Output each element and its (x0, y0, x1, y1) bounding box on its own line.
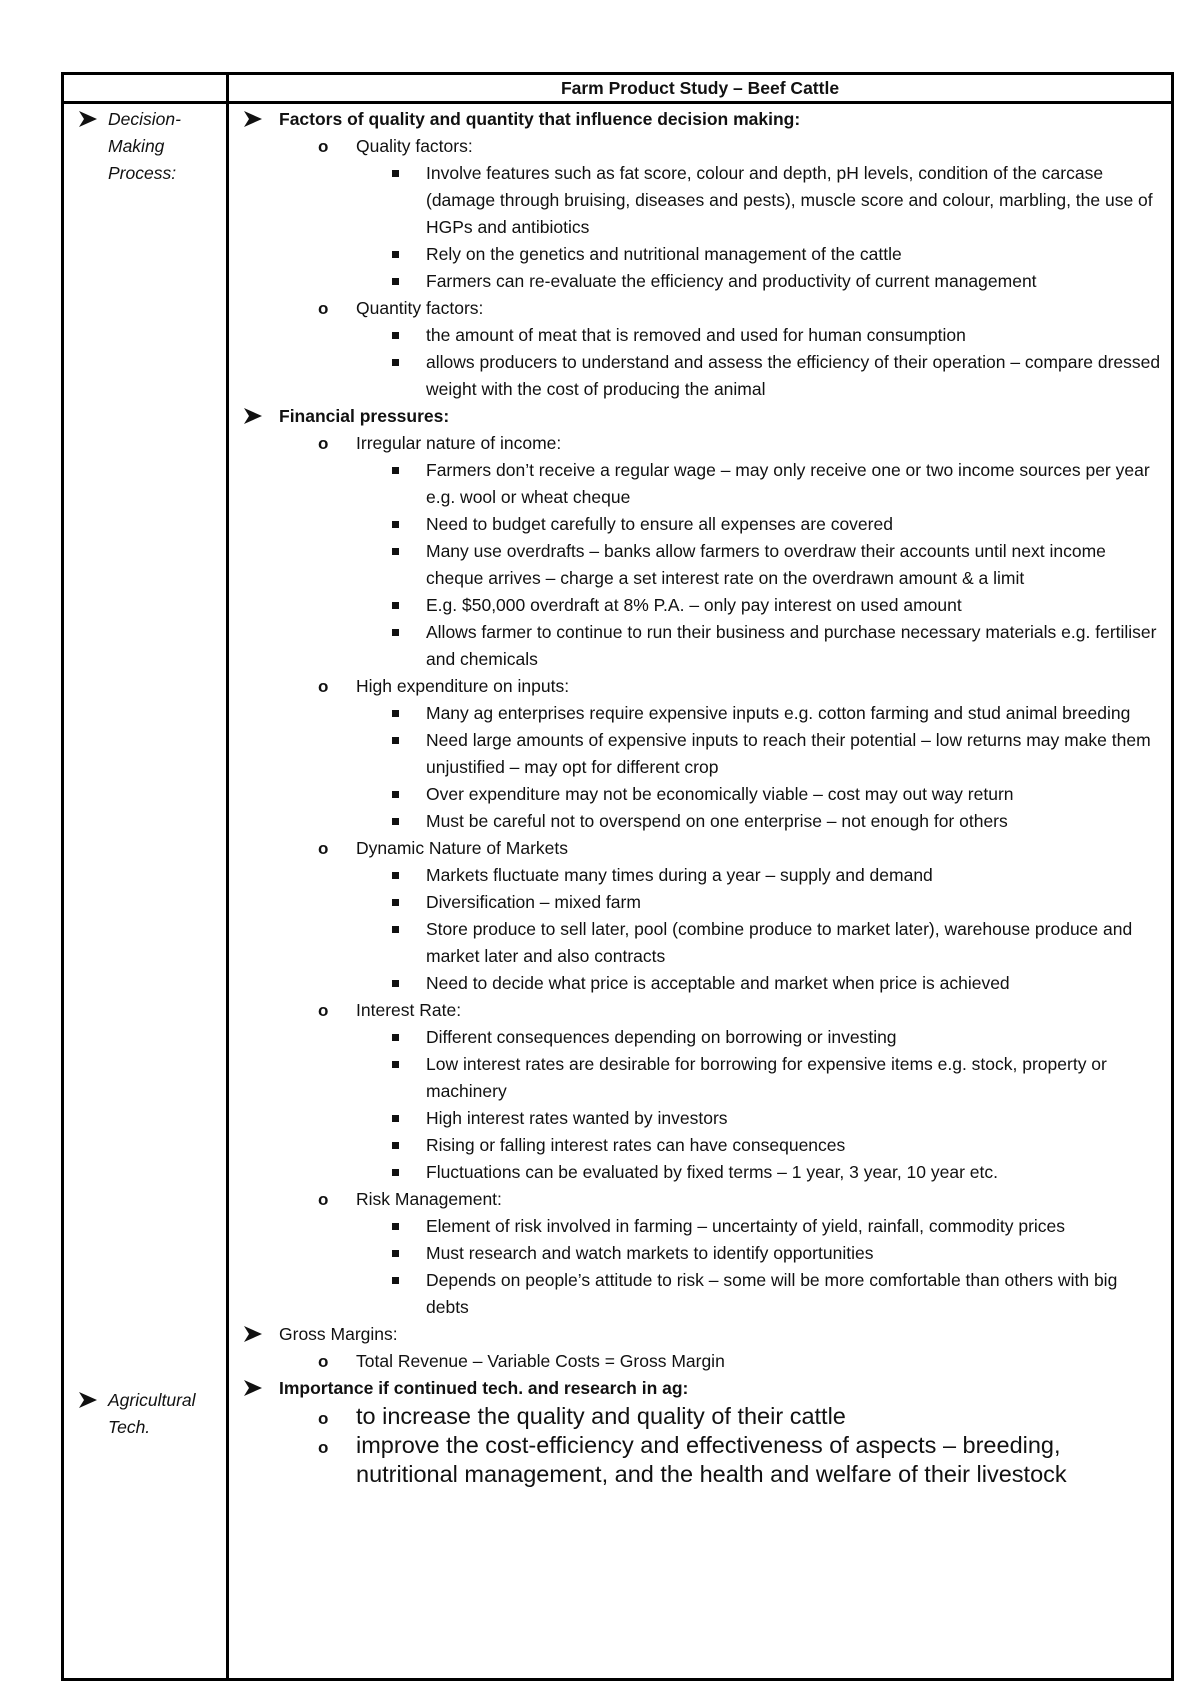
list-item-text: Rely on the genetics and nutritional management of the cattle (426, 244, 902, 264)
square-bullet-icon (392, 332, 399, 339)
square-bullet-icon (392, 1250, 399, 1257)
list-item (243, 808, 1163, 835)
subheading (243, 673, 1163, 700)
section-heading (243, 1321, 1163, 1348)
square-bullet-icon (392, 1034, 399, 1041)
header-row (63, 74, 1173, 103)
section-heading-text: Factors of quality and quantity that influence decision making: (279, 109, 801, 129)
square-bullet-icon (392, 602, 399, 609)
circle-bullet-icon: o (318, 839, 329, 858)
arrow-bullet-icon (78, 110, 98, 128)
subheading (243, 1402, 1163, 1431)
arrow-bullet-icon (243, 1379, 263, 1397)
left-label-decision (78, 106, 218, 187)
subheading (243, 295, 1163, 322)
list-item (243, 1051, 1163, 1105)
subheading (243, 1431, 1163, 1489)
list-item-text: Different consequences depending on borrowing or investing (426, 1027, 897, 1047)
circle-bullet-icon: o (318, 137, 329, 156)
list-item (243, 1024, 1163, 1051)
list-item-text: Markets fluctuate many times during a year – supply and demand (426, 865, 933, 885)
content-row (63, 103, 1173, 1680)
circle-bullet-icon: o (318, 1352, 329, 1371)
right-column (228, 103, 1173, 1680)
list-item-text: High interest rates wanted by investors (426, 1108, 728, 1128)
list-item (243, 889, 1163, 916)
list-item (243, 1240, 1163, 1267)
square-bullet-icon (392, 980, 399, 987)
circle-bullet-icon: o (318, 1438, 329, 1457)
section-heading (243, 106, 1163, 133)
square-bullet-icon (392, 251, 399, 258)
subheading (243, 1348, 1163, 1375)
list-item-text: Fluctuations can be evaluated by fixed terms – 1 year, 3 year, 10 year etc. (426, 1162, 998, 1182)
list-item-text: Store produce to sell later, pool (combine produce to market later), warehouse produce and market later and also contracts (426, 919, 1133, 966)
list-item-text: Diversification – mixed farm (426, 892, 641, 912)
section-heading (243, 1375, 1163, 1402)
square-bullet-icon (392, 359, 399, 366)
section-heading-text: Gross Margins: (279, 1324, 398, 1344)
list-item (243, 916, 1163, 970)
list-item (243, 619, 1163, 673)
list-item-text: Low interest rates are desirable for borrowing for expensive items e.g. stock, property or machinery (426, 1054, 1107, 1101)
list-item (243, 1132, 1163, 1159)
subheading (243, 133, 1163, 160)
list-item (243, 1159, 1163, 1186)
list-item (243, 862, 1163, 889)
list-item (243, 538, 1163, 592)
subheading-text: High expenditure on inputs: (356, 676, 570, 696)
circle-bullet-icon: o (318, 1190, 329, 1209)
square-bullet-icon (392, 1169, 399, 1176)
square-bullet-icon (392, 926, 399, 933)
list-item-text: E.g. $50,000 overdraft at 8% P.A. – only pay interest on used amount (426, 595, 962, 615)
decision-label: Decision-Making Process: (108, 109, 181, 183)
square-bullet-icon (392, 710, 399, 717)
circle-bullet-icon: o (318, 677, 329, 696)
list-item (243, 592, 1163, 619)
list-item-text: Must be careful not to overspend on one enterprise – not enough for others (426, 811, 1008, 831)
section-heading-text: Importance if continued tech. and research in ag: (279, 1378, 689, 1398)
circle-bullet-icon: o (318, 1001, 329, 1020)
subheading-text: Total Revenue – Variable Costs = Gross Margin (356, 1351, 725, 1371)
subheading-text: Quality factors: (356, 136, 473, 156)
square-bullet-icon (392, 818, 399, 825)
list-item (243, 1213, 1163, 1240)
list-item-text: Element of risk involved in farming – uncertainty of yield, rainfall, commodity prices (426, 1216, 1066, 1236)
list-item-text: Allows farmer to continue to run their business and purchase necessary materials e.g. fertiliser and chemicals (426, 622, 1157, 669)
square-bullet-icon (392, 1223, 399, 1230)
list-item (243, 700, 1163, 727)
list-item (243, 241, 1163, 268)
square-bullet-icon (392, 548, 399, 555)
square-bullet-icon (392, 278, 399, 285)
list-item-text: the amount of meat that is removed and used for human consumption (426, 325, 966, 345)
list-item (243, 457, 1163, 511)
arrow-bullet-icon (243, 407, 263, 425)
circle-bullet-icon: o (318, 434, 329, 453)
subheading-text: to increase the quality and quality of their cattle (356, 1403, 846, 1429)
list-item-text: Involve features such as fat score, colour and depth, pH levels, condition of the carcase (damage through bruising, diseases and pests), muscle score and colour, marbling, the use of HGPs and antibiotics (426, 163, 1153, 237)
subheading-text: Dynamic Nature of Markets (356, 838, 569, 858)
list-item (243, 1105, 1163, 1132)
subheading-text: Quantity factors: (356, 298, 484, 318)
subheading (243, 835, 1163, 862)
square-bullet-icon (392, 1277, 399, 1284)
subheading (243, 997, 1163, 1024)
arrow-bullet-icon (78, 1391, 98, 1409)
section-heading (243, 403, 1163, 430)
arrow-bullet-icon (243, 110, 263, 128)
square-bullet-icon (392, 791, 399, 798)
study-table (61, 72, 1174, 1681)
list-item (243, 727, 1163, 781)
list-item-text: Over expenditure may not be economically viable – cost may out way return (426, 784, 1014, 804)
subheading-text: Risk Management: (356, 1189, 502, 1209)
list-item (243, 160, 1163, 241)
list-item-text: Need to budget carefully to ensure all expenses are covered (426, 514, 893, 534)
square-bullet-icon (392, 467, 399, 474)
square-bullet-icon (392, 737, 399, 744)
square-bullet-icon (392, 170, 399, 177)
arrow-bullet-icon (243, 1325, 263, 1343)
square-bullet-icon (392, 521, 399, 528)
left-column (63, 103, 228, 1680)
square-bullet-icon (392, 1115, 399, 1122)
circle-bullet-icon: o (318, 1409, 329, 1428)
list-item (243, 1267, 1163, 1321)
list-item (243, 511, 1163, 538)
list-item-text: Depends on people’s attitude to risk – some will be more comfortable than others with big debts (426, 1270, 1118, 1317)
list-item-text: Need to decide what price is acceptable and market when price is achieved (426, 973, 1010, 993)
square-bullet-icon (392, 872, 399, 879)
square-bullet-icon (392, 1142, 399, 1149)
subheading (243, 1186, 1163, 1213)
list-item-text: Need large amounts of expensive inputs to reach their potential – low returns may make them unjustified – may opt for different crop (426, 730, 1151, 777)
header-empty-cell (63, 74, 228, 103)
subheading (243, 430, 1163, 457)
list-item-text: Many ag enterprises require expensive inputs e.g. cotton farming and stud animal breeding (426, 703, 1131, 723)
section-heading-text: Financial pressures: (279, 406, 450, 426)
list-item-text: Must research and watch markets to identify opportunities (426, 1243, 874, 1263)
agri-label: Agricultural Tech. (108, 1390, 196, 1437)
subheading-text: Irregular nature of income: (356, 433, 562, 453)
list-item-text: Farmers can re-evaluate the efficiency and productivity of current management (426, 271, 1037, 291)
list-item-text: Rising or falling interest rates can have consequences (426, 1135, 846, 1155)
subheading-text: Interest Rate: (356, 1000, 462, 1020)
list-item (243, 970, 1163, 997)
list-item (243, 349, 1163, 403)
square-bullet-icon (392, 629, 399, 636)
square-bullet-icon (392, 1061, 399, 1068)
list-item (243, 781, 1163, 808)
circle-bullet-icon: o (318, 299, 329, 318)
list-item (243, 268, 1163, 295)
list-item-text: allows producers to understand and assess the efficiency of their operation – compare dressed weight with the cost of producing the animal (426, 352, 1161, 399)
left-label-agri (78, 1387, 218, 1441)
list-item (243, 322, 1163, 349)
page-title: Farm Product Study – Beef Cattle (228, 74, 1173, 103)
list-item-text: Many use overdrafts – banks allow farmers to overdraw their accounts until next income cheque arrives – charge a set interest rate on the overdrawn amount & a limit (426, 541, 1106, 588)
subheading-text: improve the cost-efficiency and effectiveness of aspects – breeding, nutritional management, and the health and welfare of their livestock (356, 1432, 1067, 1487)
square-bullet-icon (392, 899, 399, 906)
list-item-text: Farmers don’t receive a regular wage – may only receive one or two income sources per year e.g. wool or wheat cheque (426, 460, 1150, 507)
